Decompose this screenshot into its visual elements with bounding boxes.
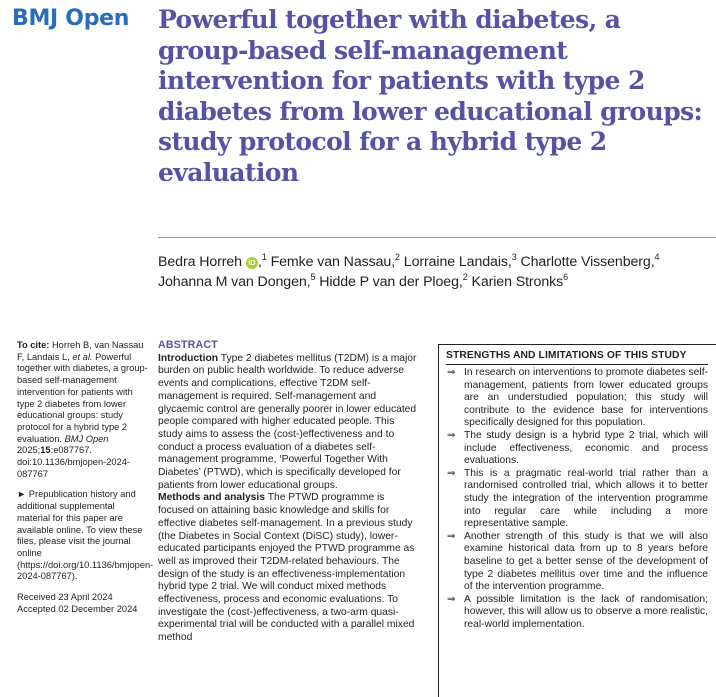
author-name: Hidde P van der Ploeg (319, 274, 459, 290)
strengths-heading: STRENGTHS AND LIMITATIONS OF THIS STUDY (446, 350, 687, 361)
list-item-text: This is a pragmatic real-world trial rather than a randomised controlled trial, which allows it to better study the integration of the intervention programme into regular care while including a more representative sample. (464, 467, 708, 530)
author-name: Lorraine Landais (403, 254, 508, 270)
article-title: Powerful together with diabetes, a group-based self-management intervention for patients with type 2 diabetes from lower educational groups: study protocol for a hybrid type 2 evaluation (158, 5, 703, 187)
citation-block (17, 340, 150, 480)
abstract-introduction (158, 353, 420, 493)
methods-text: The PTWD programme is focused on attaining basic knowledge and skills for effective diabetes self-management. In a previous study (the Diabetes in Social Context (DiSC) study), lower-educated participants enjoyed the PTWD programme as well as improved their T2DM-related behaviours. The design of the study is an effectiveness-implementation hybrid type 2 trial. We will conduct mixed methods effectiveness, process and economic evaluations. To investigate the (cost-)effectiveness, a two-arm quasi-experimental trial will be conducted with a parallel mixed method (158, 492, 415, 644)
list-item (446, 367, 708, 430)
title-divider (158, 237, 716, 238)
list-item (446, 531, 708, 594)
list-item-text: In research on interventions to promote diabetes self-management, patients from lower educated groups are an understudied population; this study will contribute to the evidence base for interventions specifically designed for this population. (464, 367, 708, 429)
strengths-divider (446, 364, 708, 365)
arrow-icon: ⇒ (447, 367, 456, 378)
author-name: Femke van Nassau (270, 254, 392, 270)
author-name: Karien Stronks (471, 274, 564, 290)
affiliation-number: 4 (654, 252, 660, 262)
cite-title: Powerful together with diabetes, a group-based self-management intervention for patients with type 2 diabetes from lower educational groups: study protocol for a hybrid type 2 evaluation. (17, 351, 148, 444)
affiliation-number: 2 (462, 272, 468, 282)
abstract-heading: ABSTRACT (158, 339, 218, 351)
cite-doi[interactable]: :e087767. doi:10.1136/bmjopen-2024-087767 (17, 445, 131, 479)
sidebar (17, 340, 154, 615)
cite-authors: Horreh B, van Nassau F, Landais L, (17, 340, 144, 362)
author-list: Bedra Horreh iD ,$^1$ Femke van Nassau,$^2$ Lorraine Landais,$^3$ Charlotte Vissenberg,$^4$ Johanna M van Dongen,$^5$ Hidde P van der Ploeg,$^2$ Karien Stronks$^6$ (158, 252, 660, 290)
received-date: Received 23 April 2024 (17, 592, 113, 603)
list-item (446, 468, 708, 531)
affiliation-number: 2 (395, 252, 400, 262)
introduction-label: Introduction (158, 352, 219, 364)
list-item (446, 430, 708, 468)
abstract (158, 339, 420, 645)
journal-logo: BMJ Open (12, 6, 130, 31)
arrow-icon: ⇒ (447, 429, 456, 441)
affiliation-number: 5 (310, 272, 316, 282)
list-item-text: The study design is a hybrid type 2 trial, which will include effectiveness, economic and process evaluations. (464, 429, 708, 467)
orcid-icon[interactable]: iD (246, 257, 258, 269)
prepublication-note[interactable]: ► Prepublication history and additional supplemental material for this paper are available online. To view these files, please visit the journal online (https://doi.org/10.1136/bmjopen-2024-087767). (17, 489, 154, 582)
arrow-icon: ⇒ (447, 530, 456, 542)
affiliation-number: 1 (261, 252, 267, 262)
list-item (446, 594, 708, 632)
author-name: Bedra Horreh (158, 254, 242, 270)
accepted-date: Accepted 02 December 2024 (17, 603, 138, 614)
arrow-icon: ⇒ (447, 593, 456, 605)
arrow-icon: ⇒ (447, 467, 456, 479)
affiliation-number: 6 (563, 272, 569, 282)
methods-label: Methods and analysis (158, 492, 266, 504)
cite-volume: 15 (40, 445, 51, 456)
author-name: Charlotte Vissenberg (520, 254, 651, 270)
strengths-list (446, 367, 708, 631)
cite-label: To cite: (17, 340, 50, 350)
list-item-text: A possible limitation is the lack of randomisation; however, this will allow us to observe a more realistic, real-world implementation. (464, 593, 708, 630)
affiliation-number: 3 (511, 252, 517, 262)
author-name: Johanna M van Dongen (158, 274, 307, 290)
list-item-text: Another strength of this study is that we will also examine historical data from up to 8 years before baseline to get a better sense of the development of type 2 diabetes mellitus over time and the influence of the intervention programme. (464, 530, 708, 593)
abstract-methods (158, 492, 420, 644)
cite-year: 2025; (17, 445, 41, 456)
cite-etal: et al. (72, 351, 93, 362)
introduction-text: Type 2 diabetes mellitus (T2DM) is a major burden on public health worldwide. To reduce adverse events and complications, effective T2DM self-management is required. Self-management and glycaemic control are generally poorer in lower educated people compared with higher educated people. This study aims to assess the (cost-)effectiveness and to conduct a process evaluation of a diabetes self-management programme, ‘Powerful Together With Diabetes’ (PTWD), which is specifically developed for patients from lower educational groups. (158, 352, 417, 491)
cite-journal: BMJ Open (64, 433, 109, 444)
